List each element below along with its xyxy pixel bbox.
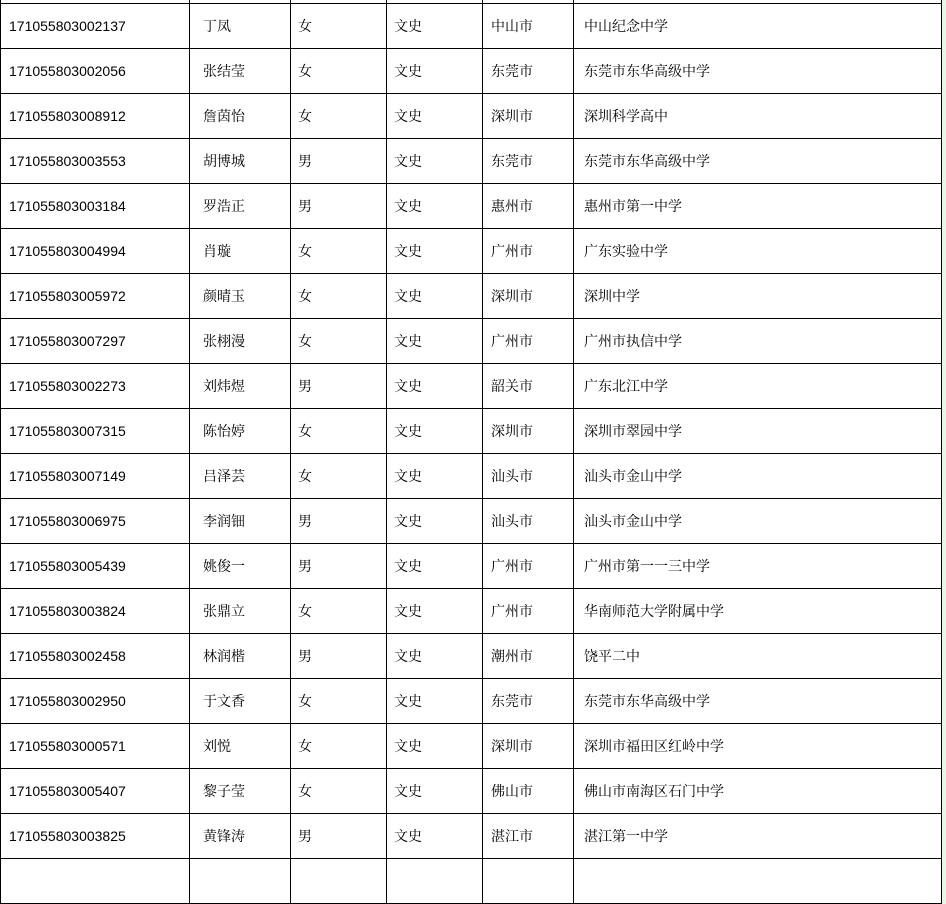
cell-city: 汕头市 [483,454,574,499]
table-row [1,139,942,184]
cell-gender: 女 [291,454,387,499]
table-row [1,499,942,544]
cell-track: 文史 [387,139,483,184]
table-row [1,589,942,634]
cell-candidate-id: 171055803004994 [1,229,190,274]
cell-track: 文史 [387,409,483,454]
cell-school: 深圳中学 [574,274,942,319]
cell-candidate-id: 171055803003824 [1,589,190,634]
cell-school: 饶平二中 [574,634,942,679]
table-row [1,319,942,364]
results-table-body [1,0,942,904]
cell-candidate-id: 171055803006975 [1,499,190,544]
cell-name: 林润楷 [190,634,291,679]
cell-city: 汕头市 [483,499,574,544]
cell-city: 深圳市 [483,274,574,319]
cell-gender: 女 [291,724,387,769]
cell-track: 文史 [387,499,483,544]
cell-candidate-id: 171055803005972 [1,274,190,319]
cell-gender: 女 [291,769,387,814]
cell-track: 文史 [387,49,483,94]
cell-track: 文史 [387,544,483,589]
cell-school: 广州市第一一三中学 [574,544,942,589]
cell-candidate-id: 171055803002273 [1,364,190,409]
cell-gender: 男 [291,814,387,859]
cell-school: 深圳市福田区红岭中学 [574,724,942,769]
cell-city: 东莞市 [483,679,574,724]
cell-name: 刘炜煜 [190,364,291,409]
cell-city: 东莞市 [483,49,574,94]
cell-candidate-id: 171055803002950 [1,679,190,724]
cell-candidate-id: 171055803007297 [1,319,190,364]
cell-track: 文史 [387,319,483,364]
cell-name: 刘悦 [190,724,291,769]
cell-city: 广州市 [483,589,574,634]
partial-row-bottom [1,859,942,904]
cell-city: 潮州市 [483,634,574,679]
cell-gender: 女 [291,4,387,49]
cell-gender: 男 [291,634,387,679]
cell-gender: 男 [291,499,387,544]
cell-name: 吕泽芸 [190,454,291,499]
table-row [1,634,942,679]
empty-cell [1,859,190,904]
cell-candidate-id: 171055803003825 [1,814,190,859]
cell-school: 佛山市南海区石门中学 [574,769,942,814]
cell-school: 广东北江中学 [574,364,942,409]
cell-name: 肖璇 [190,229,291,274]
cell-school: 湛江第一中学 [574,814,942,859]
cell-gender: 男 [291,364,387,409]
cell-city: 广州市 [483,544,574,589]
table-row [1,49,942,94]
cell-track: 文史 [387,724,483,769]
cell-name: 丁凤 [190,4,291,49]
empty-cell [291,859,387,904]
cell-track: 文史 [387,589,483,634]
table-row [1,94,942,139]
cell-school: 广州市执信中学 [574,319,942,364]
cell-candidate-id: 171055803002458 [1,634,190,679]
empty-cell [574,859,942,904]
cell-school: 惠州市第一中学 [574,184,942,229]
table-row [1,364,942,409]
cell-school: 汕头市金山中学 [574,499,942,544]
cell-city: 深圳市 [483,724,574,769]
cell-city: 韶关市 [483,364,574,409]
empty-cell [387,859,483,904]
cell-gender: 女 [291,49,387,94]
cell-city: 深圳市 [483,409,574,454]
cell-name: 李润钿 [190,499,291,544]
cell-track: 文史 [387,769,483,814]
table-row [1,229,942,274]
cell-school: 东莞市东华高级中学 [574,139,942,184]
cell-track: 文史 [387,454,483,499]
cell-name: 胡博城 [190,139,291,184]
cell-candidate-id: 171055803002137 [1,4,190,49]
cell-city: 佛山市 [483,769,574,814]
cell-city: 广州市 [483,319,574,364]
table-row [1,544,942,589]
cell-candidate-id: 171055803000571 [1,724,190,769]
cell-gender: 女 [291,589,387,634]
cell-city: 惠州市 [483,184,574,229]
cell-name: 颜晴玉 [190,274,291,319]
cell-name: 张鼎立 [190,589,291,634]
empty-cell [483,859,574,904]
cell-school: 东莞市东华高级中学 [574,679,942,724]
empty-cell [190,859,291,904]
cell-city: 广州市 [483,229,574,274]
cell-candidate-id: 171055803005439 [1,544,190,589]
cell-gender: 女 [291,274,387,319]
table-row [1,4,942,49]
table-row [1,184,942,229]
cell-track: 文史 [387,229,483,274]
cell-name: 黄锋涛 [190,814,291,859]
cell-candidate-id: 171055803002056 [1,49,190,94]
cell-gender: 女 [291,679,387,724]
table-row [1,769,942,814]
cell-name: 詹茵怡 [190,94,291,139]
cell-track: 文史 [387,274,483,319]
cell-school: 广东实验中学 [574,229,942,274]
cell-candidate-id: 171055803007315 [1,409,190,454]
cell-track: 文史 [387,364,483,409]
cell-candidate-id: 171055803008912 [1,94,190,139]
table-row [1,409,942,454]
cell-name: 黎子莹 [190,769,291,814]
cell-city: 中山市 [483,4,574,49]
cell-city: 湛江市 [483,814,574,859]
cell-candidate-id: 171055803005407 [1,769,190,814]
table-row [1,454,942,499]
cell-school: 华南师范大学附属中学 [574,589,942,634]
cell-track: 文史 [387,4,483,49]
cell-track: 文史 [387,679,483,724]
table-row [1,724,942,769]
cell-name: 姚俊一 [190,544,291,589]
cell-candidate-id: 171055803003184 [1,184,190,229]
cell-gender: 男 [291,544,387,589]
cell-candidate-id: 171055803007149 [1,454,190,499]
cell-track: 文史 [387,634,483,679]
cell-candidate-id: 171055803003553 [1,139,190,184]
cell-school: 深圳科学高中 [574,94,942,139]
cell-school: 汕头市金山中学 [574,454,942,499]
table-row [1,274,942,319]
cell-school: 中山纪念中学 [574,4,942,49]
table-row [1,814,942,859]
cell-gender: 男 [291,184,387,229]
cell-track: 文史 [387,814,483,859]
cell-school: 东莞市东华高级中学 [574,49,942,94]
cell-gender: 女 [291,319,387,364]
cell-name: 张结莹 [190,49,291,94]
cell-gender: 男 [291,139,387,184]
cell-city: 东莞市 [483,139,574,184]
table-row [1,679,942,724]
cell-track: 文史 [387,94,483,139]
cell-gender: 女 [291,94,387,139]
cell-name: 张栩漫 [190,319,291,364]
cell-name: 罗浩正 [190,184,291,229]
cell-name: 于文香 [190,679,291,724]
cell-gender: 女 [291,229,387,274]
cell-track: 文史 [387,184,483,229]
cell-name: 陈怡婷 [190,409,291,454]
cell-city: 深圳市 [483,94,574,139]
cell-gender: 女 [291,409,387,454]
cell-school: 深圳市翠园中学 [574,409,942,454]
